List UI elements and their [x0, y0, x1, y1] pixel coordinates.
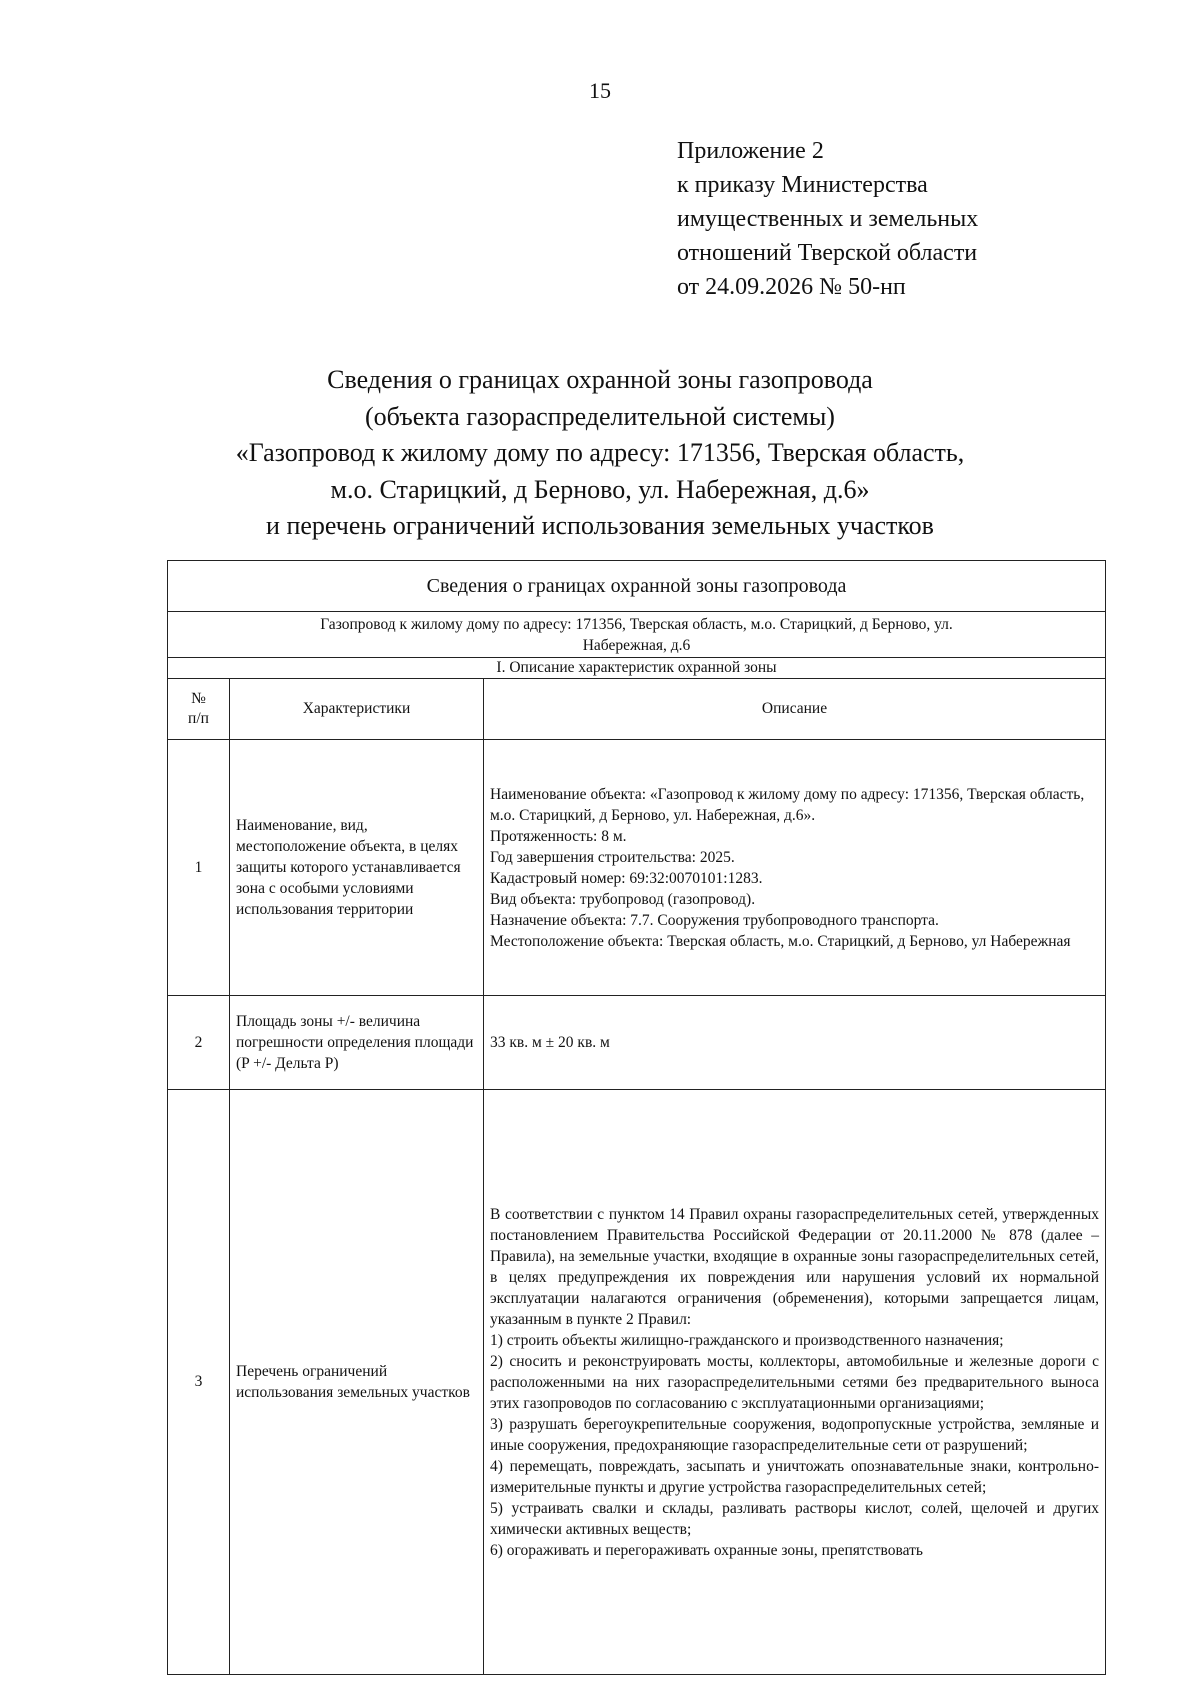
description-line: Вид объекта: трубопровод (газопровод). — [490, 890, 756, 908]
appendix-line: имущественных и земельных — [677, 206, 979, 232]
appendix-line: от 24.09.2026 № 50-нп — [677, 274, 906, 300]
description-line: Год завершения строительства: 2025. — [490, 848, 735, 866]
row-characteristic: Перечень ограничений использования земельных участков — [230, 1090, 484, 1675]
row-description — [484, 740, 1106, 996]
description-line: Местоположение объекта: Тверская область, м.о. Старицкий, д Берново, ул Набережная — [490, 932, 1071, 950]
header-number-sign: № — [191, 690, 206, 707]
object-name-line: Набережная, д.6 — [582, 636, 691, 654]
header-description: Описание — [484, 679, 1106, 740]
appendix-block — [677, 134, 978, 304]
description-line: 1) строить объекты жилищно-гражданского и производственного назначения; — [490, 1331, 1004, 1349]
table-row — [168, 996, 1106, 1090]
row-description — [484, 1090, 1106, 1675]
title-line: и перечень ограничений использования земельных участков — [266, 511, 934, 540]
row-number: 2 — [168, 996, 230, 1090]
title-line: (объекта газораспределительной системы) — [365, 401, 835, 431]
header-number-abbr: п/п — [188, 710, 209, 727]
description-line: 2) сносить и реконструировать мосты, коллекторы, автомобильные и железные дороги с расположенными на них газораспределительными сетями без предварительного выноса этих газопроводов по согласованию с эксплуатационными организациями; — [490, 1352, 1100, 1412]
title-line: м.о. Старицкий, д Берново, ул. Набережная, д.6» — [330, 474, 870, 504]
title-line: Сведения о границах охранной зоны газопровода — [327, 365, 873, 394]
header-number — [168, 679, 230, 740]
object-name-line: Газопровод к жилому дому по адресу: 171356, Тверская область, м.о. Старицкий, д Берново, ул. — [320, 615, 953, 633]
object-name-cell — [168, 612, 1106, 658]
row-characteristic: Наименование, вид, местоположение объекта, в целях защиты которого устанавливается зона с особыми условиями использования территории — [230, 740, 484, 996]
description-line: Кадастровый номер: 69:32:0070101:1283. — [490, 869, 763, 887]
appendix-line: отношений Тверской области — [677, 240, 978, 266]
description-line: 4) перемещать, повреждать, засыпать и уничтожать опознавательные знаки, контрольно-измерительные пункты и другие устройства газораспределительных сетей; — [490, 1457, 1100, 1496]
section-heading: I. Описание характеристик охранной зоны — [168, 658, 1106, 679]
document-title — [0, 362, 1200, 545]
description-line: 33 кв. м ± 20 кв. м — [490, 1034, 610, 1051]
protection-zone-table — [167, 560, 1106, 1675]
description-line: 3) разрушать берегоукрепительные сооружения, водопропускные устройства, земляные и иные сооружения, предохраняющие газораспределительные сети от разрушений; — [490, 1415, 1100, 1454]
page-number: 15 — [589, 78, 611, 103]
description-line: 5) устраивать свалки и склады, разливать растворы кислот, солей, щелочей и других химически активных веществ; — [490, 1499, 1100, 1538]
description-line: В соответствии с пунктом 14 Правил охраны газораспределительных сетей, утвержденных постановлением Правительства Российской Федерации от 20.11.2000 № 878 (далее – Правила), на земельные участки, входящие в охранные зоны газораспределительных сетей, в целях предупреждения их повреждения или нарушения условий их нормальной эксплуатации налагаются ограничения (обременения), которыми запрещается лицам, указанным в пункте 2 Правил: — [490, 1205, 1100, 1328]
description-line: Наименование объекта: «Газопровод к жилому дому по адресу: 171356, Тверская область, м.о. Старицкий, д Берново, ул. Набережная, д.6». — [490, 785, 1085, 824]
appendix-line: к приказу Министерства — [677, 172, 928, 198]
row-description — [484, 996, 1106, 1090]
row-number: 1 — [168, 740, 230, 996]
description-line: Протяженность: 8 м. — [490, 827, 627, 845]
row-characteristic: Площадь зоны +/- величина погрешности определения площади (P +/- Дельта P) — [230, 996, 484, 1090]
description-line: Назначение объекта: 7.7. Сооружения трубопроводного транспорта. — [490, 911, 939, 929]
appendix-line: Приложение 2 — [677, 138, 824, 164]
table-row — [168, 1090, 1106, 1675]
table-caption: Сведения о границах охранной зоны газопровода — [168, 561, 1106, 612]
row-number: 3 — [168, 1090, 230, 1675]
description-line: 6) огораживать и перегораживать охранные зоны, препятствовать — [490, 1541, 923, 1559]
header-characteristics: Характеристики — [230, 679, 484, 740]
title-line: «Газопровод к жилому дому по адресу: 171356, Тверская область, — [235, 438, 965, 467]
table-row — [168, 740, 1106, 996]
